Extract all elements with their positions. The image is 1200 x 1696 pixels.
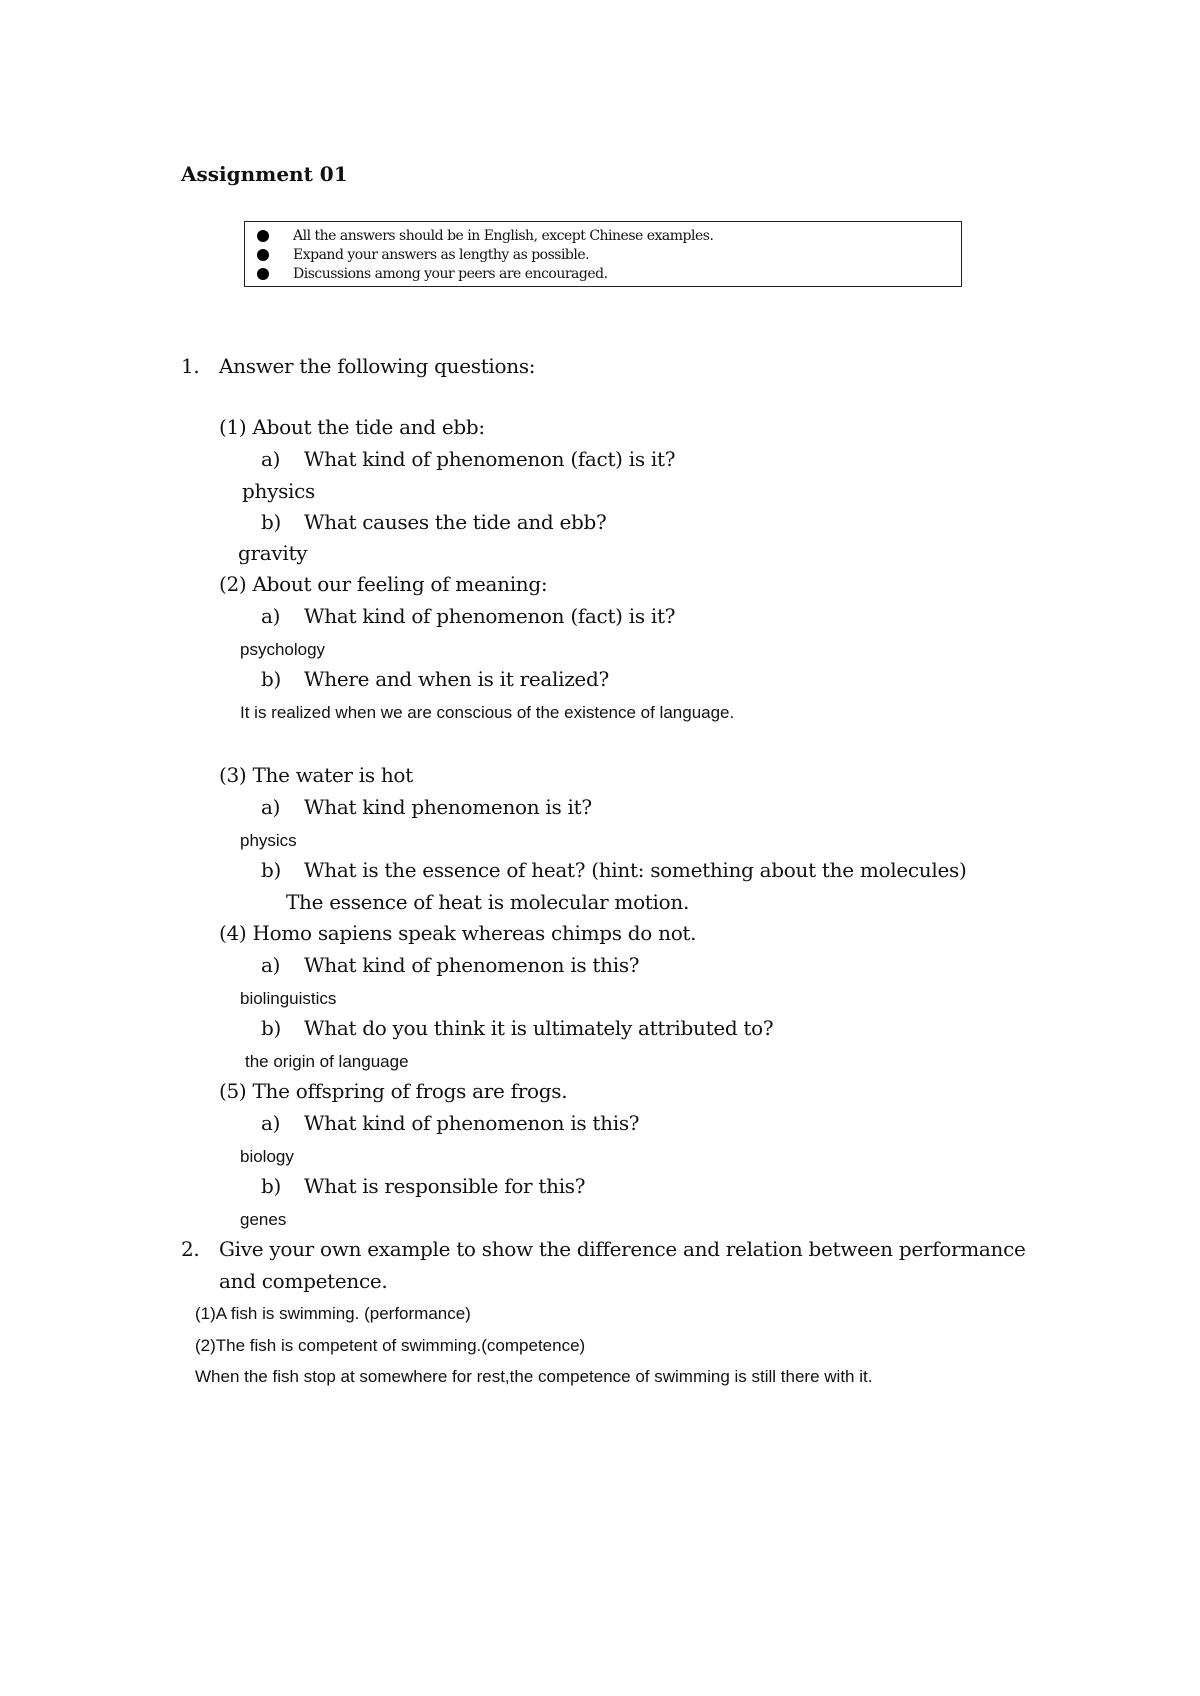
- bullet-icon: [257, 268, 269, 280]
- item-marker: b): [261, 1174, 282, 1198]
- item-question: What kind of phenomenon is this?: [304, 1111, 640, 1135]
- item-question: What is responsible for this?: [304, 1174, 586, 1198]
- item-question: What kind of phenomenon (fact) is it?: [304, 604, 676, 628]
- item-question: What kind phenomenon is it?: [304, 795, 592, 819]
- answer-text: gravity: [238, 541, 308, 565]
- question-prompt-continued: and competence.: [219, 1269, 388, 1293]
- item-question: What kind of phenomenon is this?: [304, 953, 640, 977]
- answer-text: It is realized when we are conscious of the existence of language.: [240, 703, 735, 722]
- instruction-item: [257, 245, 589, 264]
- bullet-icon: [257, 249, 269, 261]
- question-prompt: Answer the following questions:: [219, 354, 536, 378]
- subquestion-heading: (3) The water is hot: [219, 763, 413, 787]
- item-question: What is the essence of heat? (hint: something about the molecules): [304, 858, 967, 882]
- instructions-box: [244, 221, 962, 287]
- answer-text: psychology: [240, 640, 326, 659]
- answer-text: biolinguistics: [240, 989, 337, 1008]
- item-question: What do you think it is ultimately attributed to?: [304, 1016, 774, 1040]
- instruction-text: All the answers should be in English, except Chinese examples.: [293, 227, 714, 244]
- page-title: Assignment 01: [181, 162, 348, 186]
- instruction-item: [257, 226, 713, 245]
- instruction-text: Discussions among your peers are encouraged.: [293, 265, 608, 282]
- question-number: 1.: [181, 354, 200, 378]
- answer-text: (1)A fish is swimming. (performance): [195, 1304, 471, 1323]
- subquestion-heading: (1) About the tide and ebb:: [219, 415, 485, 439]
- item-marker: a): [261, 604, 281, 628]
- item-question: Where and when is it realized?: [304, 667, 609, 691]
- item-marker: a): [261, 447, 281, 471]
- item-marker: a): [261, 1111, 281, 1135]
- instruction-item: [257, 264, 608, 283]
- instruction-text: Expand your answers as lengthy as possible.: [293, 246, 590, 263]
- bullet-icon: [257, 230, 269, 242]
- question-prompt: Give your own example to show the difference and relation between performance: [219, 1237, 1026, 1261]
- item-marker: b): [261, 858, 282, 882]
- item-marker: a): [261, 953, 281, 977]
- subquestion-heading: (2) About our feeling of meaning:: [219, 572, 548, 596]
- answer-text: (2)The fish is competent of swimming.(competence): [195, 1336, 586, 1355]
- answer-text: physics: [240, 831, 297, 850]
- answer-text: the origin of language: [245, 1052, 409, 1071]
- answer-text: physics: [242, 479, 316, 503]
- answer-text: The essence of heat is molecular motion.: [286, 890, 690, 914]
- answer-text: biology: [240, 1147, 294, 1166]
- answer-text: When the fish stop at somewhere for rest,the competence of swimming is still there with it.: [195, 1367, 873, 1386]
- item-marker: b): [261, 510, 282, 534]
- item-marker: b): [261, 1016, 282, 1040]
- answer-text: genes: [240, 1210, 287, 1229]
- subquestion-heading: (5) The offspring of frogs are frogs.: [219, 1079, 568, 1103]
- item-question: What kind of phenomenon (fact) is it?: [304, 447, 676, 471]
- subquestion-heading: (4) Homo sapiens speak whereas chimps do not.: [219, 921, 697, 945]
- item-marker: a): [261, 795, 281, 819]
- question-number: 2.: [181, 1237, 200, 1261]
- item-question: What causes the tide and ebb?: [304, 510, 607, 534]
- item-marker: b): [261, 667, 282, 691]
